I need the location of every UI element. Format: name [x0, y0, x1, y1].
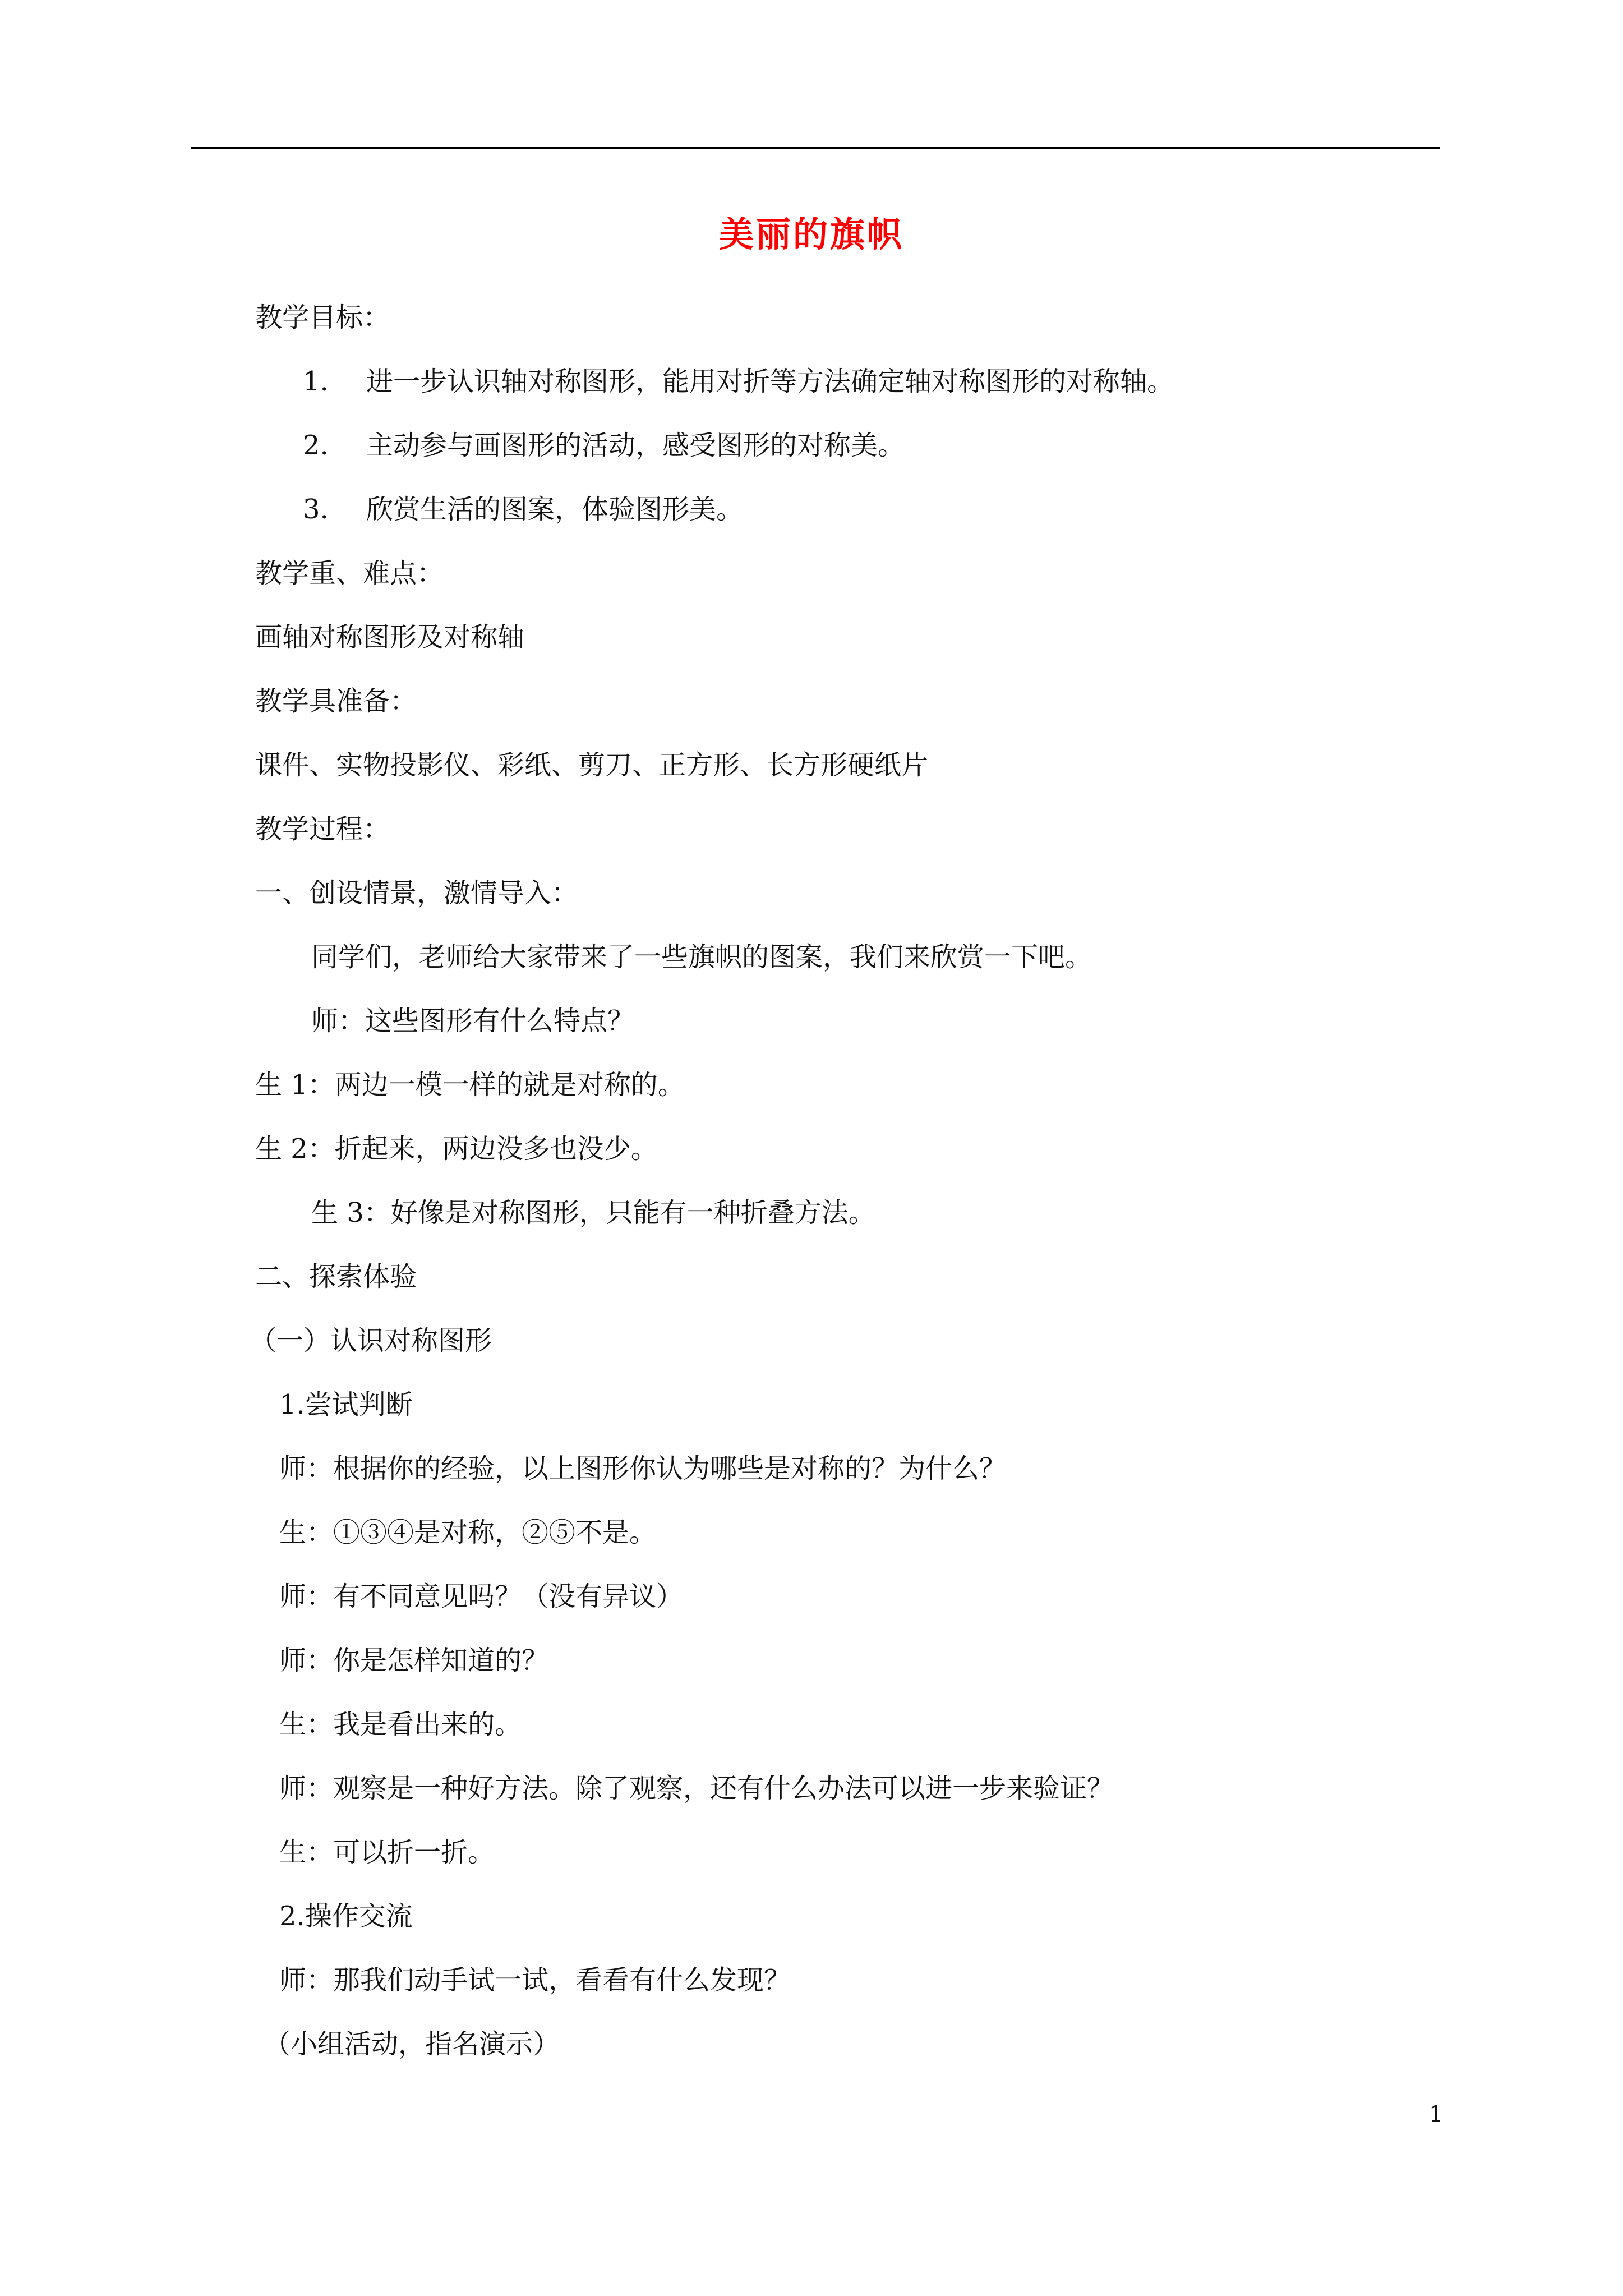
key-points-text: 画轴对称图形及对称轴	[255, 622, 525, 653]
step-heading-2: 2.操作交流	[279, 1901, 413, 1932]
paragraph: 师：观察是一种好方法。除了观察，还有什么办法可以进一步来验证？	[279, 1773, 1114, 1804]
paragraph: 生：①③④是对称，②⑤不是。	[279, 1517, 657, 1548]
goal-number: 1.	[303, 366, 329, 397]
paragraph: 师：根据你的经验，以上图形你认为哪些是对称的？为什么？	[279, 1453, 1007, 1484]
subsection-heading: （一）认识对称图形	[250, 1325, 492, 1356]
section-heading-1: 一、创设情景，激情导入：	[255, 877, 579, 909]
page-number: 1	[1429, 2101, 1444, 2127]
paragraph: 生：可以折一折。	[279, 1837, 495, 1868]
paragraph: 师：这些图形有什么特点？	[311, 1005, 635, 1037]
goal-item-2	[303, 429, 905, 462]
materials-heading: 教学具准备：	[255, 685, 417, 717]
goal-number: 3.	[303, 494, 329, 525]
step-heading-1: 1.尝试判断	[279, 1389, 413, 1420]
goal-text: 进一步认识轴对称图形，能用对折等方法确定轴对称图形的对称轴。	[366, 366, 1174, 397]
goal-item-1	[303, 365, 1174, 398]
paragraph: 生：我是看出来的。	[279, 1709, 522, 1740]
paragraph: 生 1：两边一模一样的就是对称的。	[255, 1069, 685, 1101]
paragraph: 同学们，老师给大家带来了一些旗帜的图案，我们来欣赏一下吧。	[311, 941, 1092, 973]
paragraph: 生 2：折起来，两边没多也没少。	[255, 1133, 658, 1165]
goals-heading: 教学目标：	[255, 302, 390, 333]
key-points-heading: 教学重、难点：	[255, 558, 444, 589]
goal-text: 欣赏生活的图案，体验图形美。	[366, 494, 744, 525]
section-heading-2: 二、探索体验	[255, 1261, 417, 1292]
goal-number: 2.	[303, 430, 329, 461]
materials-text: 课件、实物投影仪、彩纸、剪刀、正方形、长方形硬纸片	[255, 749, 929, 781]
document-title: 美丽的旗帜	[718, 214, 904, 255]
paragraph: （小组活动，指名演示）	[264, 2028, 560, 2060]
paragraph: 师：有不同意见吗？（没有异议）	[279, 1581, 684, 1612]
paragraph: 生 3：好像是对称图形，只能有一种折叠方法。	[311, 1197, 875, 1228]
goal-text: 主动参与画图形的活动，感受图形的对称美。	[366, 430, 905, 461]
paragraph: 师：那我们动手试一试，看看有什么发现？	[279, 1964, 791, 1996]
goal-item-3	[303, 493, 743, 526]
process-heading: 教学过程：	[255, 813, 390, 845]
paragraph: 师：你是怎样知道的？	[279, 1645, 549, 1676]
header-rule	[191, 147, 1440, 149]
